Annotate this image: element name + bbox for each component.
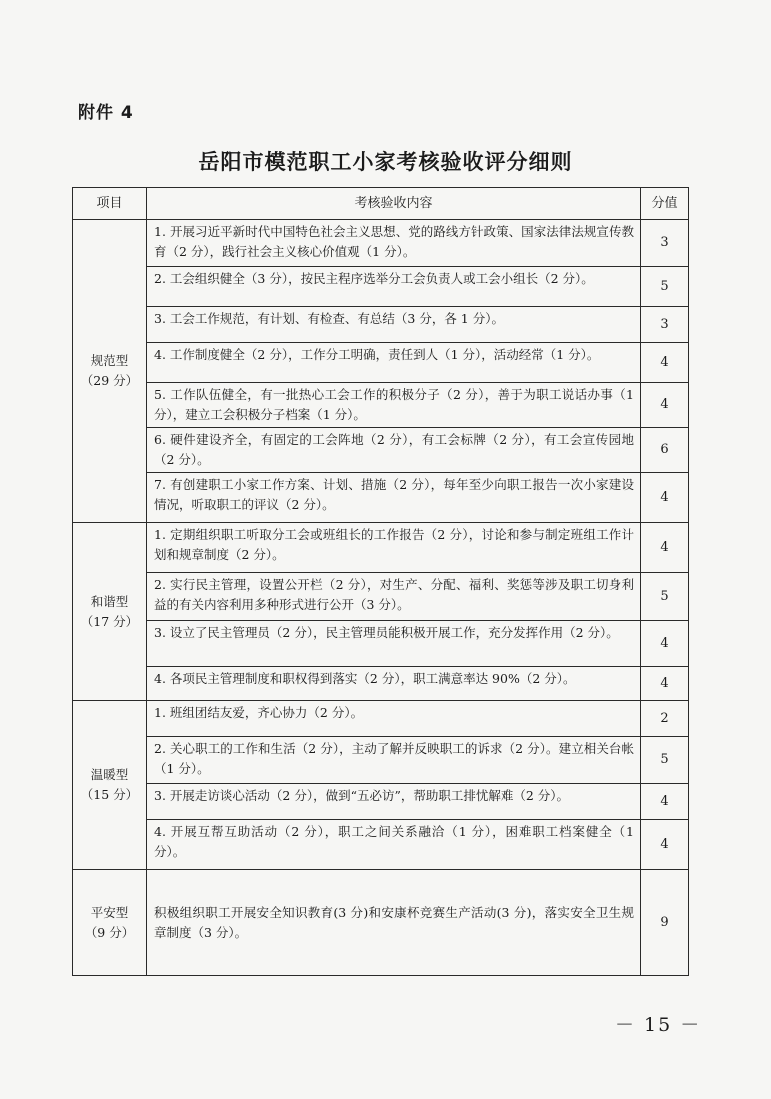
category-name: 平安型 <box>90 904 129 920</box>
table-row <box>73 701 689 737</box>
criteria-text: 4. 工作制度健全（2 分），工作分工明确，责任到人（1 分），活动经常（1 分）。 <box>147 343 641 383</box>
score-value: 4 <box>641 621 689 667</box>
score-value: 4 <box>641 523 689 573</box>
score-value: 5 <box>641 573 689 621</box>
category-total: （15 分） <box>80 787 139 802</box>
category-cell <box>73 523 147 701</box>
table-row <box>73 523 689 573</box>
criteria-text: 2. 实行民主管理，设置公开栏（2 分），对生产、分配、福利、奖惩等涉及职工切身利益的有关内容利用多种形式进行公开（3 分）。 <box>147 573 641 621</box>
category-total: （17 分） <box>80 613 139 629</box>
table-row <box>73 307 689 343</box>
table-row <box>73 820 689 870</box>
criteria-text: 2. 工会组织健全（3 分），按民主程序选举分工会负责人或工会小组长（2 分）。 <box>147 267 641 307</box>
document-title: 岳阳市模范职工小家考核验收评分细则 <box>198 149 573 174</box>
score-value: 4 <box>641 667 689 701</box>
table-row <box>73 573 689 621</box>
score-value: 4 <box>641 383 689 428</box>
score-value: 3 <box>641 220 689 267</box>
criteria-text: 1. 班组团结友爱，齐心协力（2 分）。 <box>147 701 641 737</box>
category-total: （29 分） <box>80 373 139 388</box>
criteria-text: 1. 定期组织职工听取分工会或班组长的工作报告（2 分），讨论和参与制定班组工作计划和规章制度（2 分）。 <box>147 523 641 573</box>
table-row <box>73 870 689 976</box>
criteria-text: 积极组织职工开展安全知识教育(3 分)和安康杯竞赛生产活动(3 分)，落实安全卫生规章制度（3 分）。 <box>147 870 641 976</box>
criteria-text: 1. 开展习近平新时代中国特色社会主义思想、党的路线方针政策、国家法律法规宣传教育（2 分），践行社会主义核心价值观（1 分）。 <box>147 220 641 267</box>
table-row <box>73 473 689 523</box>
category-name: 和谐型 <box>90 593 129 609</box>
score-value: 5 <box>641 267 689 307</box>
attachment-label: 附件 4 <box>78 103 134 123</box>
table-row <box>73 220 689 267</box>
table-body <box>73 220 689 976</box>
category-name: 规范型 <box>90 353 129 368</box>
category-cell <box>73 701 147 870</box>
header-score: 分值 <box>641 188 689 220</box>
table-row <box>73 383 689 428</box>
score-value: 9 <box>641 870 689 976</box>
score-value: 5 <box>641 737 689 784</box>
scoring-table <box>72 187 689 976</box>
table-header-row <box>73 188 689 220</box>
category-name: 温暖型 <box>90 767 129 782</box>
criteria-text: 5. 工作队伍健全，有一批热心工会工作的积极分子（2 分），善于为职工说话办事（1 分），建立工会积极分子档案（1 分）。 <box>147 383 641 428</box>
criteria-text: 4. 各项民主管理制度和职权得到落实（2 分），职工满意率达 90%（2 分）。 <box>147 667 641 701</box>
header-item: 项目 <box>73 188 147 220</box>
table-row <box>73 667 689 701</box>
table-row <box>73 621 689 667</box>
score-value: 3 <box>641 307 689 343</box>
criteria-text: 6. 硬件建设齐全，有固定的工会阵地（2 分），有工会标牌（2 分），有工会宣传园地（2 分）。 <box>147 428 641 473</box>
score-value: 2 <box>641 701 689 737</box>
criteria-text: 3. 设立了民主管理员（2 分），民主管理员能积极开展工作，充分发挥作用（2 分）。 <box>147 621 641 667</box>
header-content: 考核验收内容 <box>147 188 641 220</box>
criteria-text: 2. 关心职工的工作和生活（2 分），主动了解并反映职工的诉求（2 分）。建立相关台帐（1 分）。 <box>147 737 641 784</box>
table-row <box>73 737 689 784</box>
table-row <box>73 784 689 820</box>
criteria-text: 4. 开展互帮互助活动（2 分），职工之间关系融洽（1 分），困难职工档案健全（1 分）。 <box>147 820 641 870</box>
criteria-text: 3. 工会工作规范，有计划、有检查、有总结（3 分，各 1 分）。 <box>147 307 641 343</box>
score-value: 4 <box>641 820 689 870</box>
score-value: 6 <box>641 428 689 473</box>
table-row <box>73 343 689 383</box>
category-cell <box>73 220 147 523</box>
page-number: － 15 － <box>615 1014 702 1036</box>
category-total: （9 分） <box>84 924 135 940</box>
criteria-text: 7. 有创建职工小家工作方案、计划、措施（2 分），每年至少向职工报告一次小家建设情况，听取职工的评议（2 分）。 <box>147 473 641 523</box>
table-row <box>73 428 689 473</box>
criteria-text: 3. 开展走访谈心活动（2 分），做到“五必访”，帮助职工排忧解难（2 分）。 <box>147 784 641 820</box>
score-value: 4 <box>641 784 689 820</box>
score-value: 4 <box>641 473 689 523</box>
score-value: 4 <box>641 343 689 383</box>
category-cell <box>73 870 147 976</box>
table-row <box>73 267 689 307</box>
